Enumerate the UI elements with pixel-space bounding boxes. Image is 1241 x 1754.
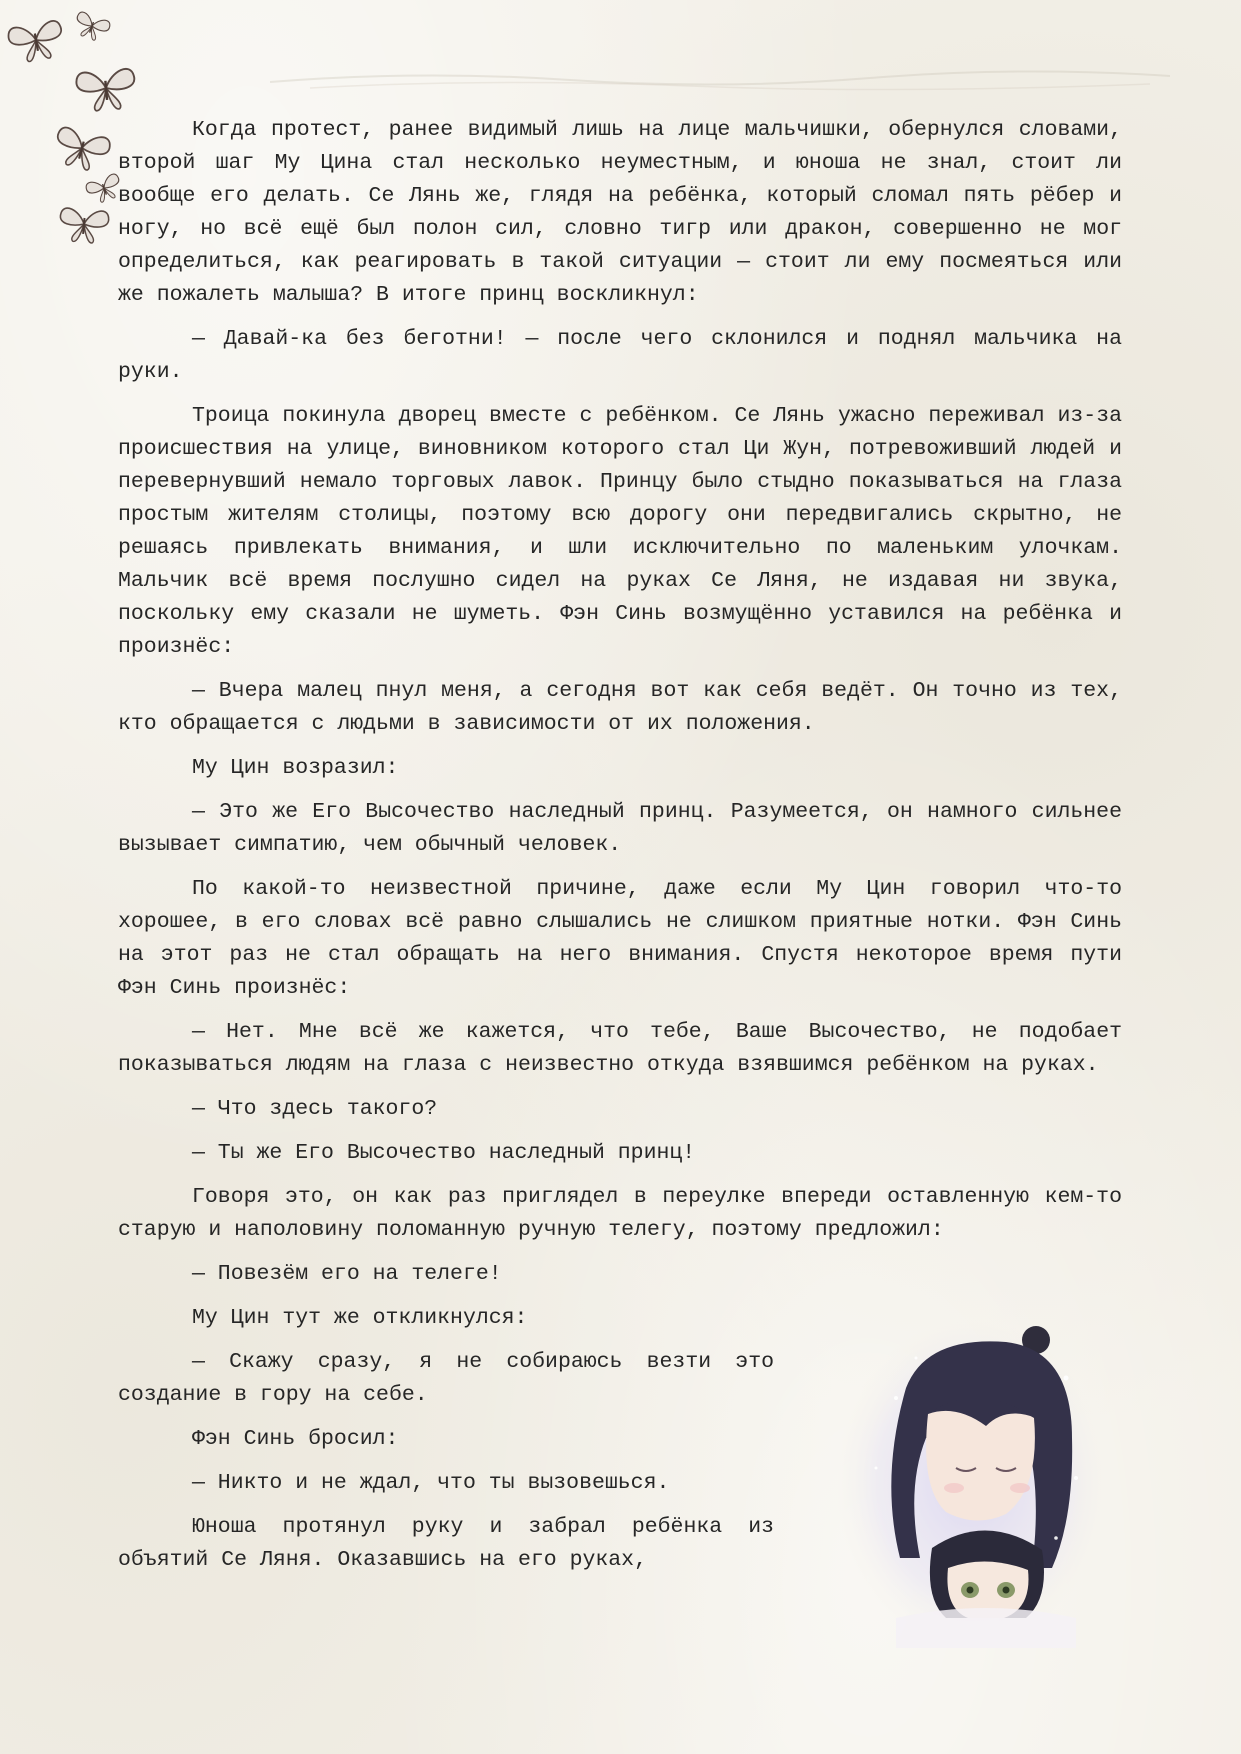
paragraph: Когда протест, ранее видимый лишь на лице мальчишки, обернулся словами, второй шаг Му Цина стал несколько неуместным, и юноша не знал, стоит ли вообще его делать. Се Лянь же, глядя на ребёнка, который сломал пять рёбер и ногу, но всё ещё был полон сил, словно тигр или дракон, совершенно не мог определиться, как реагировать в такой ситуации — стоит ли ему посмеяться или же пожалеть малыша? В итоге принц воскликнул: <box>118 118 1122 307</box>
paragraph: Троица покинула дворец вместе с ребёнком. Се Лянь ужасно переживал из-за происшествия на улице, виновником которого стал Ци Жун, потревоживший людей и перевернувший немало торговых лавок. Принцу было стыдно показываться на глаза простым жителям столицы, поэтому всю дорогу они передвигались скрытно, не решаясь привлекать внимания, и шли исключительно по маленьким улочкам. Мальчик всё время послушно сидел на руках Се Ляня, не издавая ни звука, поскольку ему сказали не шуметь. Фэн Синь возмущённо уставился на ребёнка и произнёс: <box>118 404 1122 659</box>
paragraph: — Нет. Мне всё же кажется, что тебе, Ваше Высочество, не подобает показываться людям на глаза с неизвестно откуда взявшимся ребёнком на руках. <box>118 1020 1122 1077</box>
paragraph: — Это же Его Высочество наследный принц. Разумеется, он намного сильнее вызывает симпатию, чем обычный человек. <box>118 800 1122 857</box>
butterfly-icon <box>72 11 112 44</box>
paragraph: — Скажу сразу, я не собираюсь везти это создание в гору на себе. <box>118 1350 774 1407</box>
butterfly-icon <box>7 20 66 65</box>
paragraph: — Вчера малец пнул меня, а сегодня вот как себя ведёт. Он точно из тех, кто обращается с людьми в зависимости от их положения. <box>118 679 1122 736</box>
chibi-illustration <box>836 1318 1106 1648</box>
paragraph: Юноша протянул руку и забрал ребёнка из объятий Се Ляня. Оказавшись на его руках, <box>118 1515 774 1572</box>
paragraph: По какой-то неизвестной причине, даже если Му Цин говорил что-то хорошее, в его словах всё равно слышались не слишком приятные нотки. Фэн Синь на этот раз не стал обращать на него внимания. Спустя некоторое время пути Фэн Синь произнёс: <box>118 877 1122 1000</box>
paragraph: Фэн Синь бросил: <box>192 1427 399 1451</box>
paragraph: — Что здесь такого? <box>192 1097 438 1121</box>
paragraph: Му Цин возразил: <box>192 756 399 780</box>
paper-smudge <box>270 60 1170 100</box>
butterfly-icon <box>76 68 137 112</box>
paragraph: Му Цин тут же откликнулся: <box>192 1306 528 1330</box>
paragraph: — Повезём его на телеге! <box>192 1262 502 1286</box>
paragraph: Говоря это, он как раз приглядел в переулке впереди оставленную кем-то старую и наполовину поломанную ручную телегу, поэтому предложил: <box>118 1185 1122 1242</box>
butterfly-icon <box>58 208 109 245</box>
paragraph: — Никто и не ждал, что ты вызовешься. <box>192 1471 670 1495</box>
paragraph: — Ты же Его Высочество наследный принц! <box>192 1141 696 1165</box>
paragraph: — Давай-ка без беготни! — после чего склонился и поднял мальчика на руки. <box>118 327 1122 384</box>
butterfly-icon <box>51 126 112 175</box>
